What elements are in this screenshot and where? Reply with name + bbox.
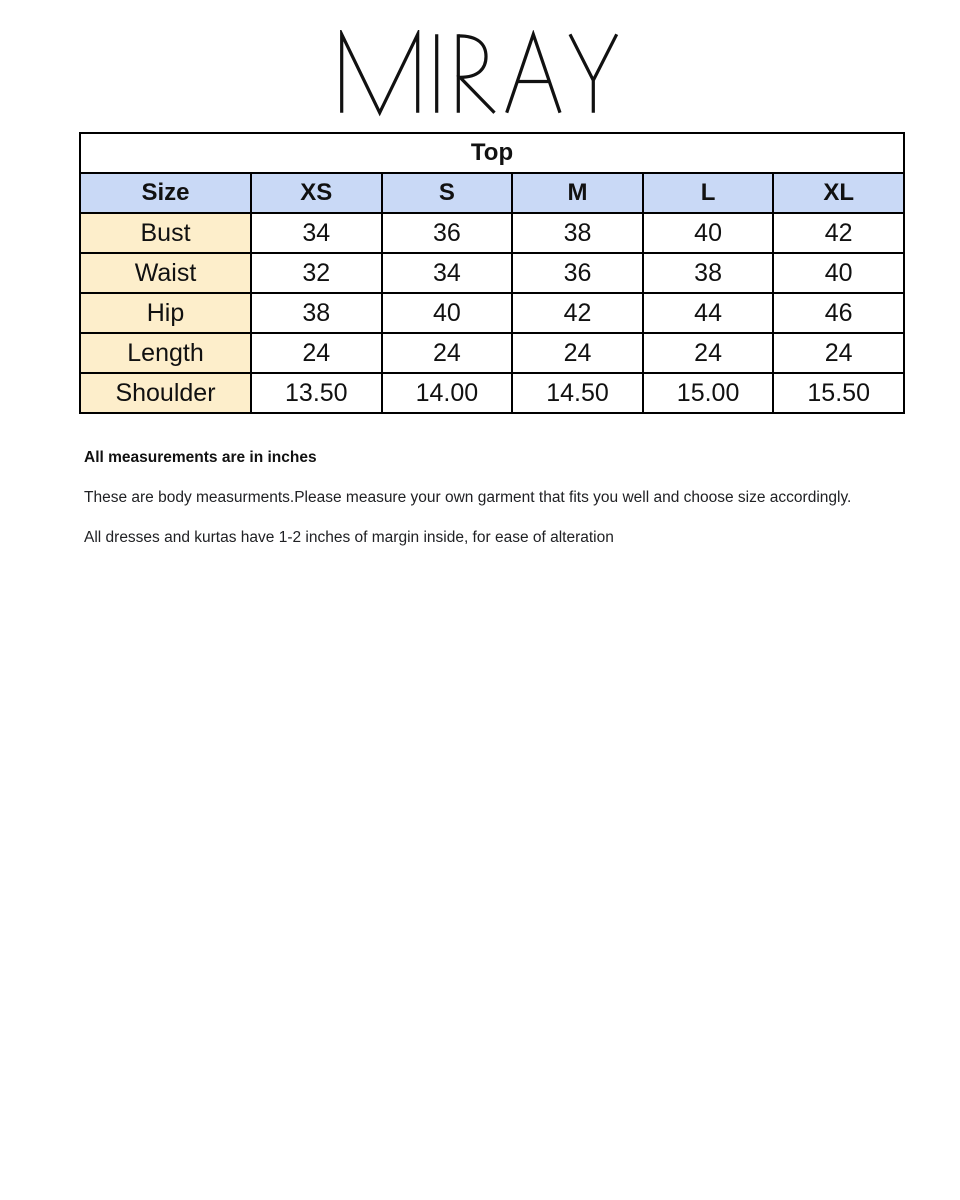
value-cell: 38 — [643, 253, 774, 293]
column-header-s: S — [382, 173, 513, 213]
value-cell: 40 — [643, 213, 774, 253]
value-cell: 14.50 — [512, 373, 643, 413]
value-cell: 15.00 — [643, 373, 774, 413]
row-label-bust: Bust — [80, 213, 251, 253]
value-cell: 15.50 — [773, 373, 904, 413]
value-cell: 24 — [773, 333, 904, 373]
column-header-m: M — [512, 173, 643, 213]
value-cell: 36 — [512, 253, 643, 293]
value-cell: 38 — [251, 293, 382, 333]
value-cell: 34 — [382, 253, 513, 293]
value-cell: 36 — [382, 213, 513, 253]
row-label-shoulder: Shoulder — [80, 373, 251, 413]
table-title-row — [80, 133, 904, 173]
value-cell: 32 — [251, 253, 382, 293]
column-header-xs: XS — [251, 173, 382, 213]
column-header-xl: XL — [773, 173, 904, 213]
value-cell: 42 — [512, 293, 643, 333]
value-cell: 13.50 — [251, 373, 382, 413]
table-row-bust — [80, 213, 904, 253]
table-row-shoulder — [80, 373, 904, 413]
row-label-length: Length — [80, 333, 251, 373]
value-cell: 46 — [773, 293, 904, 333]
table-row-length — [80, 333, 904, 373]
column-header-l: L — [643, 173, 774, 213]
column-header-size: Size — [80, 173, 251, 213]
table-header-row — [80, 173, 904, 213]
table-row-hip — [80, 293, 904, 333]
notes-heading: All measurements are in inches — [84, 449, 317, 466]
row-label-hip: Hip — [80, 293, 251, 333]
value-cell: 40 — [382, 293, 513, 333]
measurement-notes — [84, 448, 914, 568]
table-row-waist — [80, 253, 904, 293]
brand-logo-letters — [342, 34, 617, 112]
value-cell: 24 — [643, 333, 774, 373]
value-cell: 24 — [382, 333, 513, 373]
table-title-cell: Top — [80, 133, 904, 173]
value-cell: 34 — [251, 213, 382, 253]
notes-line-body-measurements: These are body measurments.Please measure your own garment that fits you well and choose size accordingly. — [84, 489, 852, 506]
value-cell: 24 — [512, 333, 643, 373]
value-cell: 14.00 — [382, 373, 513, 413]
value-cell: 42 — [773, 213, 904, 253]
notes-line-margin-info: All dresses and kurtas have 1-2 inches of margin inside, for ease of alteration — [84, 529, 614, 546]
value-cell: 24 — [251, 333, 382, 373]
value-cell: 44 — [643, 293, 774, 333]
row-label-waist: Waist — [80, 253, 251, 293]
value-cell: 40 — [773, 253, 904, 293]
size-chart-table — [79, 132, 905, 414]
brand-logo — [330, 30, 640, 120]
value-cell: 38 — [512, 213, 643, 253]
